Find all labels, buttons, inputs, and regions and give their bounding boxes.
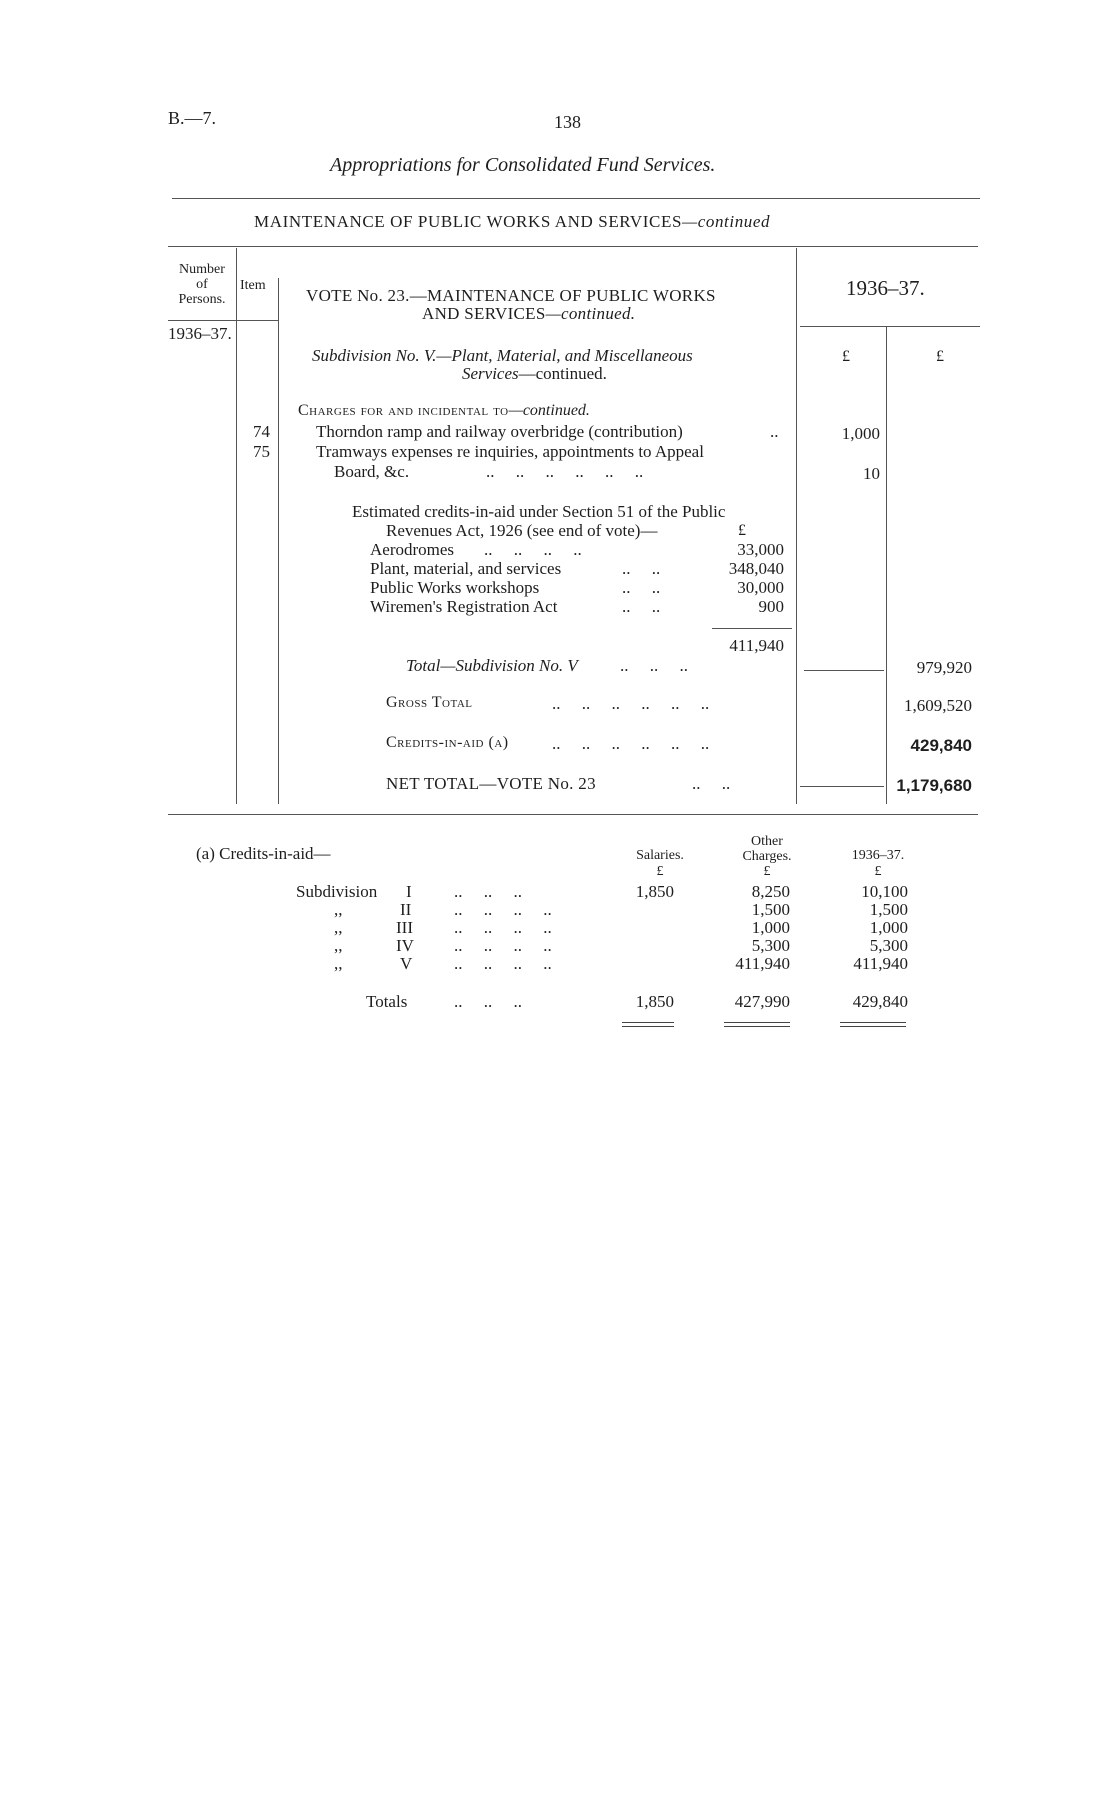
vote-title-line-1: VOTE No. 23.—MAINTENANCE OF PUBLIC WORKS <box>306 286 716 305</box>
column-divider <box>886 326 887 804</box>
subdivision-heading-suffix: —continued. <box>518 364 607 383</box>
item-number: 75 <box>253 442 270 461</box>
subdivision-total-value: 979,920 <box>916 658 972 677</box>
footnote-other-charges: 411,940 <box>735 954 790 973</box>
section-title-suffix: —continued <box>682 212 771 231</box>
credits-estimate-value: 30,000 <box>737 578 784 597</box>
double-rule <box>622 1022 674 1027</box>
persons-column-header <box>168 262 236 307</box>
persons-header-line: Persons. <box>178 292 226 307</box>
rule <box>800 326 980 327</box>
dot-leaders: .. .. .. .. <box>484 540 582 559</box>
dot-leaders: .. .. <box>622 597 661 616</box>
salaries-column-header: Salaries. <box>636 848 684 863</box>
footnote-row-label: ,, <box>334 900 343 919</box>
item-amount: 1,000 <box>841 424 880 443</box>
persons-header-line: of <box>196 277 208 292</box>
credits-estimate-label: Wiremen's Registration Act <box>370 597 558 616</box>
vote-title-suffix: —continued. <box>545 304 636 323</box>
footnote-other-charges: 1,000 <box>751 918 790 937</box>
column-divider <box>278 278 279 804</box>
footnote-totals-salaries: 1,850 <box>635 992 674 1011</box>
page-subtitle: Appropriations for Consolidated Fund Services. <box>330 154 716 176</box>
charges-heading <box>298 402 590 420</box>
sum-rule <box>712 628 792 629</box>
credits-estimate-pound: £ <box>738 522 746 539</box>
credits-estimate-value: 33,000 <box>737 540 784 559</box>
footnote-other-charges: 1,500 <box>751 900 790 919</box>
dot-leaders: .. .. .. .. .. .. <box>552 694 710 713</box>
footnote-row-numeral: V <box>400 954 413 973</box>
footnote-other-charges: 5,300 <box>751 936 790 955</box>
footnote-year-total: 411,940 <box>853 954 908 973</box>
footnote-row-numeral: III <box>396 918 413 937</box>
rule <box>800 786 884 787</box>
dot-leaders: .. .. .. .. <box>454 900 552 919</box>
net-total-label: NET TOTAL—VOTE No. 23 <box>386 774 596 793</box>
persons-header-line: Number <box>179 262 225 277</box>
footnote-totals-year: 429,840 <box>852 992 908 1011</box>
year-column-header: 1936–37. <box>846 276 925 300</box>
pound-column-1: £ <box>842 348 850 365</box>
footnote-row-label: ,, <box>334 936 343 955</box>
other-charges-header-line: Charges. <box>742 849 792 864</box>
credits-estimate-label: Plant, material, and services <box>370 559 562 578</box>
dot-leaders: .. .. .. .. <box>454 954 552 973</box>
item-amount: 10 <box>863 464 880 483</box>
column-divider <box>236 248 237 804</box>
dot-leaders: .. .. <box>622 578 661 597</box>
footnote-totals-label: Totals <box>366 992 408 1011</box>
credits-in-aid-label <box>386 734 509 752</box>
pound-sign: £ <box>874 864 882 879</box>
section-title <box>254 212 770 232</box>
rule <box>168 320 236 321</box>
footnote-year-total: 1,000 <box>869 918 908 937</box>
footnote-totals-other-charges: 427,990 <box>734 992 790 1011</box>
item-description: Tramways expenses re inquiries, appointments to Appeal <box>316 442 704 461</box>
document-reference: B.—7. <box>168 108 217 128</box>
gross-total-value: 1,609,520 <box>904 696 972 715</box>
credits-estimate-heading-line-1: Estimated credits-in-aid under Section 51 of the Public <box>352 502 726 521</box>
footnote-row-label: ,, <box>334 954 343 973</box>
credits-in-aid-label-text: Credits-in-aid (a) <box>386 734 509 751</box>
year-column-header: 1936–37. <box>851 848 905 863</box>
dot-leaders: .. .. .. <box>454 992 522 1011</box>
item-column-header: Item <box>240 278 266 293</box>
rule <box>236 320 278 321</box>
section-title-text: MAINTENANCE OF PUBLIC WORKS AND SERVICES <box>254 212 682 231</box>
dot-leaders: .. .. <box>692 774 731 793</box>
dot-leaders: .. .. .. .. <box>454 936 552 955</box>
credits-estimate-value: 348,040 <box>728 559 784 578</box>
subdivision-heading-line-1: Subdivision No. V.—Plant, Material, and Miscellaneous <box>312 346 693 365</box>
credits-estimate-value: 900 <box>758 597 784 616</box>
dot-leaders: .. <box>770 422 779 441</box>
pound-column-2: £ <box>936 348 944 365</box>
footnote-row-numeral: II <box>400 900 412 919</box>
footnote-salaries: 1,850 <box>635 882 674 901</box>
pound-sign: £ <box>763 864 771 879</box>
dot-leaders: .. .. .. .. .. .. <box>552 734 710 753</box>
page-number: 138 <box>554 112 581 132</box>
gross-total-label: Gross Total <box>386 694 473 711</box>
rule <box>172 198 980 199</box>
persons-year-header: 1936–37. <box>168 324 232 343</box>
dot-leaders: .. .. .. <box>454 882 522 901</box>
footnote-row-label: Subdivision <box>296 882 378 901</box>
footnote-row-numeral: I <box>406 882 412 901</box>
subdivision-heading-text: Services <box>462 364 519 383</box>
column-divider <box>796 248 797 804</box>
charges-heading-text: Charges for and incidental to <box>298 402 509 419</box>
vote-title-text: AND SERVICES <box>422 304 546 323</box>
footnote-year-total: 10,100 <box>861 882 908 901</box>
rule <box>168 246 978 247</box>
other-charges-header-line: Other <box>751 834 783 849</box>
footnote-year-total: 1,500 <box>869 900 908 919</box>
credits-estimate-label: Public Works workshops <box>370 578 540 597</box>
rule <box>168 814 978 815</box>
item-description-continued: Board, &c. <box>334 462 410 481</box>
dot-leaders: .. .. .. <box>620 656 688 675</box>
item-description: Thorndon ramp and railway overbridge (contribution) <box>316 422 683 441</box>
pound-sign: £ <box>656 864 664 879</box>
net-total-value: 1,179,680 <box>896 776 972 795</box>
rule <box>804 670 884 671</box>
vote-title-line-2 <box>422 304 635 324</box>
item-number: 74 <box>253 422 270 441</box>
footnote-year-total: 5,300 <box>869 936 908 955</box>
double-rule <box>840 1022 906 1027</box>
footnote-row-label: ,, <box>334 918 343 937</box>
other-charges-column-header <box>722 834 812 864</box>
subdivision-total-label: Total—Subdivision No. V <box>406 656 578 675</box>
dot-leaders: .. .. .. .. .. .. <box>486 462 644 481</box>
footnote-other-charges: 8,250 <box>751 882 790 901</box>
credits-estimate-heading-line-2: Revenues Act, 1926 (see end of vote)— <box>386 521 658 540</box>
credits-estimate-total: 411,940 <box>729 636 784 655</box>
charges-heading-suffix: —continued. <box>508 402 590 419</box>
subdivision-heading-line-2 <box>462 364 607 384</box>
footnote-row-numeral: IV <box>396 936 414 955</box>
double-rule <box>724 1022 790 1027</box>
credits-estimate-label: Aerodromes <box>370 540 455 559</box>
dot-leaders: .. .. .. .. <box>454 918 552 937</box>
dot-leaders: .. .. <box>622 559 661 578</box>
footnote-title: (a) Credits-in-aid— <box>196 844 331 863</box>
credits-in-aid-value: 429,840 <box>910 736 972 755</box>
